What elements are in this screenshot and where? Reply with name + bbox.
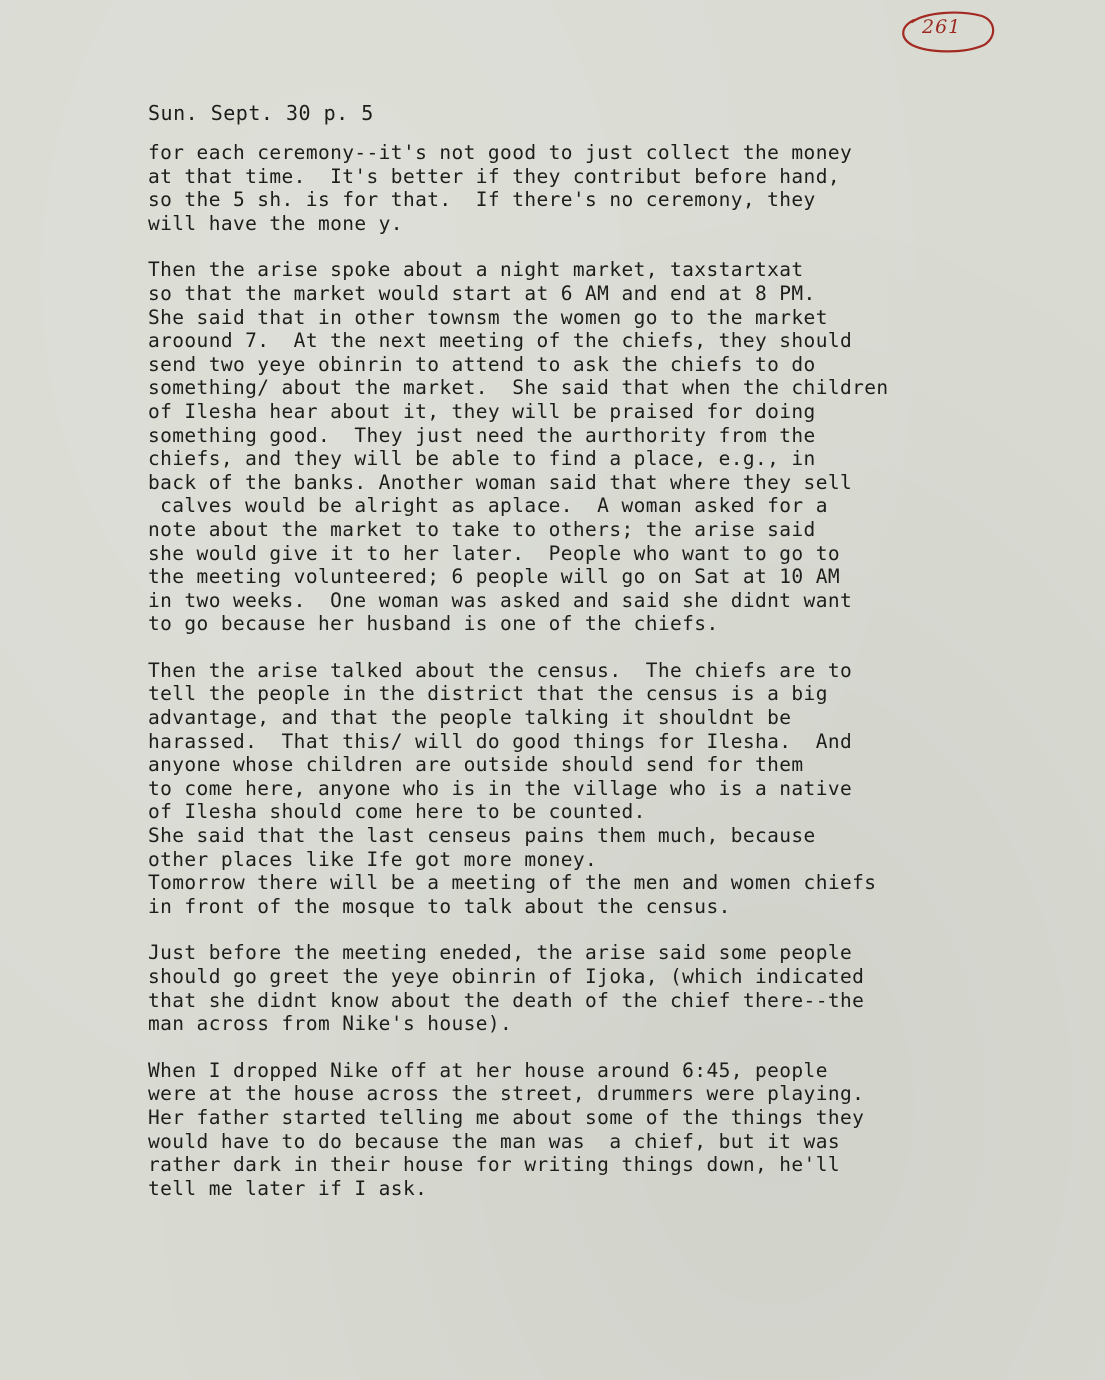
text-line: Then the arise spoke about a night market, taxstartxat — [148, 258, 804, 282]
text-line: tell the people in the district that the census is a big — [148, 682, 828, 706]
page-number-handwritten: 261 — [922, 16, 962, 38]
text-line: back of the banks. Another woman said that where they sell — [148, 470, 853, 494]
paragraph-ceremony — [148, 141, 1028, 235]
text-line: to come here, anyone who is in the village who is a native — [148, 776, 853, 800]
text-line: calves would be alright as aplace. A woman asked for a — [148, 494, 828, 518]
text-line: She said that in other townsm the women go to the market — [148, 305, 828, 329]
text-line: rather dark in their house for writing things down, he'll — [148, 1153, 840, 1177]
text-line: should go greet the yeye obinrin of Ijoka, (which indicated — [148, 965, 865, 988]
text-line: will have the mone y. — [148, 211, 403, 235]
text-line: When I dropped Nike off at her house around 6:45, people — [148, 1058, 828, 1082]
text-line: of Ilesha should come here to be counted. — [148, 800, 646, 824]
text-line: to go because her husband is one of the chiefs. — [148, 612, 719, 636]
page-heading: Sun. Sept. 30 p. 5 — [148, 101, 374, 125]
typed-body — [148, 141, 1028, 1223]
text-line: would have to do because the man was a chief, but it was — [148, 1129, 840, 1153]
text-line: in two weeks. One woman was asked and said she didnt want — [148, 588, 853, 612]
text-line: that she didnt know about the death of the chief there--the — [148, 988, 865, 1012]
text-line: tell me later if I ask. — [148, 1176, 428, 1200]
paragraph-meeting-end — [148, 941, 1028, 1035]
text-line: note about the market to take to others; the arise said — [148, 517, 816, 541]
text-line: so the 5 sh. is for that. If there's no ceremony, they — [148, 188, 816, 212]
text-line: chiefs, and they will be able to find a place, e.g., in — [148, 447, 816, 471]
text-line: anyone whose children are outside should send for them — [148, 753, 804, 777]
text-line: man across from Nike's house). — [148, 1012, 513, 1036]
text-line: Her father started telling me about some of the things they — [148, 1105, 865, 1129]
text-line: something/ about the market. She said that when the children — [148, 376, 889, 400]
paragraph-census — [148, 659, 1028, 919]
text-line: at that time. It's better if they contribut before hand, — [148, 164, 840, 188]
text-line: other places like Ife got more money. — [148, 847, 598, 871]
text-line: the meeting volunteered; 6 people will go on Sat at 10 AM — [148, 565, 840, 589]
text-line: send two yeye obinrin to attend to ask the chiefs to do — [148, 352, 816, 376]
paragraph-nike-house — [148, 1059, 1028, 1201]
text-line: she would give it to her later. People who want to go to — [148, 541, 840, 565]
text-line: were at the house across the street, drummers were playing. — [148, 1082, 865, 1106]
text-line: Just before the meeting eneded, the arise said some people — [148, 941, 853, 965]
text-line: for each ceremony--it's not good to just collect the money — [148, 141, 853, 164]
text-line: aroound 7. At the next meeting of the chiefs, they should — [148, 329, 853, 353]
text-line: so that the market would start at 6 AM and end at 8 PM. — [148, 281, 816, 305]
text-line: something good. They just need the aurthority from the — [148, 423, 816, 447]
text-line: harassed. That this/ will do good things for Ilesha. And — [148, 729, 853, 753]
paragraph-night-market — [148, 258, 1028, 636]
text-line: advantage, and that the people talking it shouldnt be — [148, 706, 792, 730]
text-line: of Ilesha hear about it, they will be praised for doing — [148, 399, 816, 423]
text-line: in front of the mosque to talk about the census. — [148, 894, 731, 918]
text-line: Then the arise talked about the census. The chiefs are to — [148, 658, 853, 682]
text-line: She said that the last censeus pains them much, because — [148, 824, 816, 848]
text-line: Tomorrow there will be a meeting of the men and women chiefs — [148, 871, 877, 895]
